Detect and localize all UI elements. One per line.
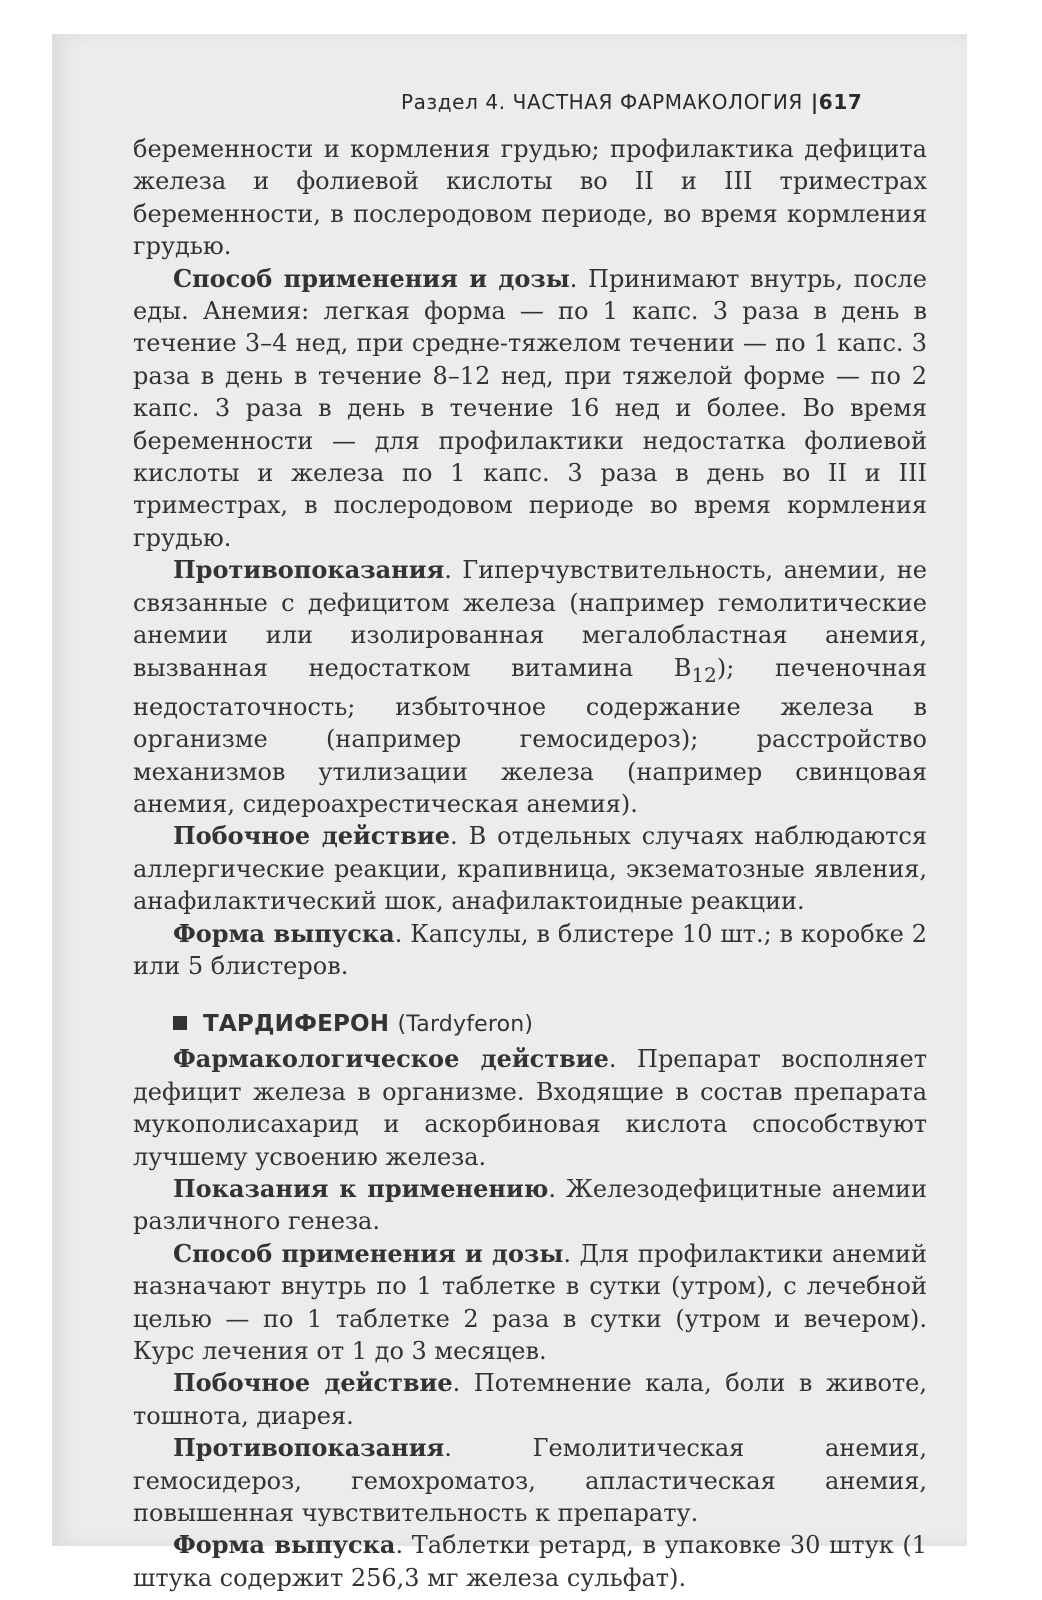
section-label: Форма выпуска	[173, 918, 395, 948]
body-text	[133, 133, 927, 1594]
page-number: 617	[818, 90, 863, 114]
paragraph	[133, 1432, 927, 1529]
paragraph	[133, 1367, 927, 1432]
paragraph-text: . Железодефицитные анемии различного генеза.	[133, 1174, 927, 1236]
header-separator: |	[810, 90, 819, 114]
paragraph	[133, 554, 927, 820]
paragraph	[133, 820, 927, 917]
paragraph-text: . Капсулы, в блистере 10 шт.; в коробке 2 или 5 блистеров.	[133, 919, 927, 980]
section-label: Форма выпуска	[173, 1530, 396, 1560]
section-label: Показания к применению	[173, 1173, 549, 1203]
paragraph-text: . Препарат восполняет дефицит железа в организме. Входящие в состав препарата мукополисахарид и аскорбиновая кислота способствуют лучшему усвоению железа.	[133, 1045, 927, 1171]
running-header	[401, 90, 921, 114]
paragraph-text: беременности и кормления грудью; профилактика дефицита железа и фолиевой кислоты во II и III триместрах беременности, в послеродовом периоде, во время кормления грудью.	[133, 135, 927, 261]
section-label: Способ применения и дозы	[173, 263, 570, 293]
paragraph	[133, 1043, 927, 1173]
paragraph-text: . Таблетки ретард, в упаковке 30 штук (1 штука содержит 256,3 мг железа сульфат).	[133, 1531, 927, 1592]
section-label: Противопоказания	[173, 1433, 445, 1463]
drug-name: ТАРДИФЕРОН	[203, 1011, 390, 1038]
paragraph-text: . В отдельных случаях наблюдаются аллергические реакции, крапивница, экзематозные явления, анафилактический шок, анафилактоидные реакции.	[133, 822, 928, 916]
section-title: Раздел 4. ЧАСТНАЯ ФАРМАКОЛОГИЯ	[401, 90, 803, 114]
paragraph-text: . Принимают внутрь, после еды. Анемия: легкая форма — по 1 капс. 3 раза в день в течение 3–4 нед, при средне-тяжелом течении — по 1 капс. 3 раза в день в течение 8–12 нед, при тяжелой форме — по 2 капс. 3 раза в день в течение 16 нед и более. Во время беременности — для профилактики недостатка фолиевой кислоты и железа по 1 капс. 3 раза в день во II и III триместрах, в послеродовом периоде во время кормления грудью.	[133, 264, 927, 552]
paragraph-text: ); печеночная недостаточность; избыточное содержание железа в организме (например гемосидероз); расстройство механизмов утилизации железа (например свинцовая анемия, сидероахрестическая анемия).	[133, 653, 927, 818]
paragraph-text: . Для профилактики анемий назначают внутрь по 1 таблетке в сутки (утром), с лечебной целью — по 1 таблетке 2 раза в сутки (утром и вечером). Курс лечения от 1 до 3 месяцев.	[133, 1239, 927, 1366]
section-label: Фармакологическое действие	[173, 1044, 609, 1074]
paragraph	[133, 1238, 927, 1368]
drug-latin-name: (Tardyferon)	[397, 1012, 534, 1038]
paragraph	[133, 133, 927, 263]
paragraph	[133, 918, 927, 983]
paragraph-text: . Гиперчувствительность, анемии, не связанные с дефицитом железа (например гемолитические анемии или изолированная мегалобластная анемия, вызванная недостатком витамина B	[133, 556, 927, 682]
section-label: Способ применения и дозы	[173, 1238, 564, 1268]
paragraph-text: . Потемнение кала, боли в животе, тошнота, диарея.	[133, 1369, 928, 1430]
square-bullet-icon	[173, 1016, 187, 1030]
subscript: 12	[691, 662, 717, 687]
drug-heading	[173, 1008, 927, 1041]
section-label: Побочное действие	[173, 1368, 453, 1398]
paragraph-text: . Гемолитическая анемия, гемосидероз, гемохроматоз, апластическая анемия, повышенная чувствительность к препарату.	[133, 1434, 927, 1528]
paragraph	[133, 1173, 927, 1238]
section-label: Побочное действие	[173, 821, 451, 851]
paragraph	[133, 1529, 927, 1594]
paragraph	[133, 263, 927, 555]
section-label: Противопоказания	[173, 555, 445, 585]
